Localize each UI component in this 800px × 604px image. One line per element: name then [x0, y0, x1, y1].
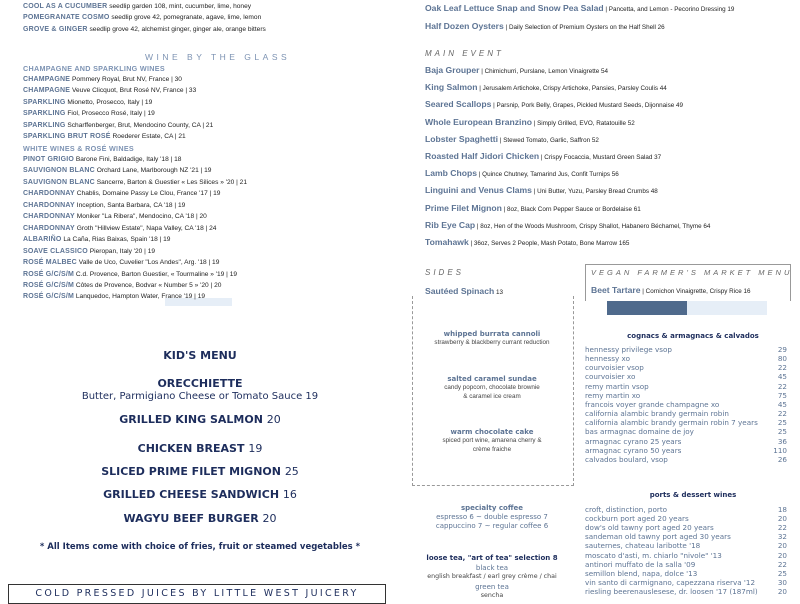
cognacs-price: 45	[777, 372, 787, 382]
kids-menu-title: KID'S MENU	[163, 349, 237, 362]
kids-item-price: 16	[282, 488, 297, 501]
cognacs-row	[585, 409, 787, 418]
juices-banner: COLD PRESSED JUICES BY LITTLE WEST JUICERY	[8, 584, 386, 604]
dessert-desc: candy popcorn, chocolate brownie	[444, 384, 540, 391]
ports-row	[585, 514, 787, 523]
ports-row	[585, 560, 787, 569]
main-dish	[425, 220, 710, 230]
vegan-item-desc: | Cornichon Vinaigrette, Crispy Rice 16	[642, 288, 751, 295]
wine-desc: Barone Fini, Baldadige, Italy '18 | 18	[75, 156, 182, 163]
ports-price: 20	[777, 514, 787, 524]
wine	[23, 271, 237, 278]
cognacs-row	[585, 446, 787, 455]
ports-row	[585, 587, 787, 596]
cognacs-price: 22	[777, 381, 787, 391]
side-item	[425, 286, 503, 296]
wine	[23, 248, 155, 255]
wine	[23, 259, 219, 266]
main-dish-name: Lamb Chops	[425, 168, 478, 179]
cognacs-name: hennessy privilege vsop	[585, 345, 672, 354]
cognacs-row	[585, 363, 787, 372]
wine-desc: Inception, Santa Barbara, CA '18 | 19	[76, 201, 186, 209]
cognacs-price: 22	[777, 363, 787, 373]
wine	[23, 225, 216, 232]
cocktail	[23, 14, 261, 21]
cognacs-price: 45	[777, 399, 787, 409]
cocktail-name: POMEGRANATE COSMO	[23, 14, 110, 22]
main-dish-desc: | 36oz, Serves 2 People, Mash Potato, Bone Marrow 165	[470, 240, 630, 247]
cognacs-row	[585, 418, 787, 427]
wine-name: ROSÉ MALBEC	[23, 259, 77, 267]
cognacs-price: 80	[777, 354, 787, 364]
cognacs-row	[585, 455, 787, 464]
wine-desc: Groth "Hillview Estate", Napa Valley, CA '18 | 24	[76, 224, 217, 232]
kids-item-name: GRILLED KING SALMON	[119, 413, 263, 426]
main-dish-desc: | Chimichurri, Purslane, Lemon Vinaigrette 54	[481, 68, 609, 75]
wine	[23, 282, 221, 289]
wine	[23, 213, 207, 220]
cognacs-name: remy martin xo	[585, 390, 641, 400]
main-dish-name: Prime Filet Mignon	[425, 202, 502, 213]
ports-price: 30	[777, 577, 787, 587]
tea-title: loose tea, "art of tea" selection 8	[426, 554, 558, 562]
wine-desc: Sancerre, Barton & Guestier « Les Silices » '20 | 21	[96, 178, 247, 186]
cognacs-name: francois voyer grande champagne xo	[585, 399, 720, 409]
cognacs-price: 26	[777, 454, 787, 464]
dessert-name: warm chocolate cake	[450, 428, 534, 436]
wine-desc: Côtes de Provence, Bodvar « Number 5 » '20 | 20	[75, 281, 222, 289]
kids-item	[0, 465, 400, 478]
starter-desc: | Daily Selection of Premium Oysters on the Half Shell 26	[505, 23, 665, 31]
main-dish-name: Baja Grouper	[425, 65, 480, 75]
side-name: Sautéed Spinach	[425, 286, 495, 296]
wine	[23, 293, 205, 300]
dessert-desc: spiced port wine, amarena cherry &	[442, 437, 542, 444]
dessert-desc: & caramel ice cream	[463, 393, 521, 400]
main-dish-name: Roasted Half Jidori Chicken	[425, 151, 540, 161]
wine-desc: Pieropan, Italy '20 | 19	[89, 247, 156, 255]
wine	[23, 87, 196, 94]
wine	[23, 202, 185, 209]
decorative-light-bar	[687, 301, 767, 315]
tea-list: sencha	[480, 592, 504, 599]
starter-desc: | Pancetta, and Lemon - Pecorino Dressing 19	[605, 6, 735, 13]
ports-row	[585, 505, 787, 514]
ports-price: 20	[777, 541, 787, 551]
wine-name: ROSÉ G/C/S/M	[23, 293, 75, 301]
cocktail-desc: seedlip garden 108, mint, cucumber, lime, honey	[109, 3, 252, 10]
cognacs-price: 25	[777, 427, 787, 437]
ports-price: 25	[777, 568, 787, 578]
kids-item-name: CHICKEN BREAST	[137, 442, 245, 455]
ports-name: moscato d'asti, m. chiarlo "nivole" '13	[585, 550, 722, 560]
ports-name: cockburn port aged 20 years	[585, 514, 689, 524]
kids-item	[0, 488, 400, 501]
main-dish-name: Rib Eye Cap	[425, 219, 476, 230]
kids-item-price: 19	[248, 442, 263, 455]
wine-desc: Moniker "La Ribera", Mendocino, CA '18 | 20	[76, 213, 207, 221]
wine-desc: Fiol, Prosecco Rosé, Italy | 19	[67, 110, 155, 118]
cocktail	[23, 3, 251, 10]
dessert-name: salted caramel sundae	[447, 375, 537, 383]
main-dish-name: Linguini and Venus Clams	[425, 185, 532, 196]
wine-desc: Roederer Estate, CA | 21	[112, 133, 186, 140]
cognacs-name: california alambic brandy germain robin 7 years	[585, 418, 758, 428]
ports-name: antinori muffato de la salla '09	[585, 559, 696, 569]
wine-section-title: WINE BY THE GLASS	[145, 52, 291, 62]
kids-item	[0, 512, 400, 525]
coffee-line: cappuccino 7 ~ regular coffee 6	[435, 522, 549, 530]
main-dish-desc: | Jerusalem Artichoke, Crispy Artichoke, Pansies, Parsley Coulis 44	[479, 85, 667, 93]
wine-desc: Lanquedoc, Hampton Water, France '19 | 19	[75, 293, 206, 301]
wine	[23, 110, 155, 117]
main-dish-desc: | 8oz, Black Corn Pepper Sauce or Bordelaise 61	[503, 205, 641, 213]
wine-desc: La Caña, Rias Baixas, Spain '18 | 19	[63, 236, 171, 244]
wine	[23, 190, 220, 197]
cocktail-desc: seedlip grove 42, pomegranate, agave, lime, lemon	[111, 14, 262, 22]
cognacs-price: 110	[773, 445, 787, 455]
ports-row	[585, 551, 787, 560]
ports-row	[585, 541, 787, 550]
kids-item-name: SLICED PRIME FILET MIGNON	[101, 465, 281, 478]
cognacs-row	[585, 437, 787, 446]
cognacs-row	[585, 345, 787, 354]
cognacs-row	[585, 372, 787, 381]
cognacs-row	[585, 400, 787, 409]
starter-name: Half Dozen Oysters	[425, 20, 504, 31]
ports-price: 20	[777, 550, 787, 560]
wine	[23, 236, 170, 243]
wine-category: WHITE WINES & ROSÉ WINES	[23, 144, 135, 153]
kids-note: * All Items come with choice of fries, fruit or steamed vegetables *	[39, 542, 361, 552]
main-dish	[425, 134, 599, 144]
main-dish	[425, 151, 661, 161]
wine-desc: Valle de Uco, Cuvelier "Los Andes", Arg. '18 | 19	[78, 259, 220, 267]
wine-desc: Chablis, Domaine Passy Le Clou, France '17 | 19	[76, 190, 221, 198]
wine-category: CHAMPAGNE AND SPARKLING WINES	[23, 64, 165, 73]
kids-item-name: GRILLED CHEESE SANDWICH	[103, 488, 280, 501]
main-dish-desc: | Simply Grilled, EVO, Ratatouille 52	[533, 119, 635, 127]
cognacs-name: armagnac cyrano 50 years	[585, 445, 682, 455]
kids-item-name: WAGYU BEEF BURGER	[123, 512, 259, 525]
wine-name: SAUVIGNON BLANC	[23, 178, 95, 186]
ports-price: 22	[777, 559, 787, 569]
wine-name: ALBARIÑO	[23, 236, 62, 244]
starter-name: Oak Leaf Lettuce Snap and Snow Pea Salad	[425, 3, 604, 13]
main-dish	[425, 237, 629, 247]
vegan-title: VEGAN FARMER'S MARKET MENU	[591, 268, 793, 277]
wine	[23, 99, 152, 106]
tea-list: english breakfast / earl grey crème / chai	[427, 573, 557, 580]
dessert-desc: crème fraiche	[472, 446, 512, 453]
wine-name: CHAMPAGNE	[23, 87, 71, 95]
kids-item-price: 20	[266, 413, 281, 426]
kids-item-price: 25	[284, 465, 299, 478]
ports-row	[585, 578, 787, 587]
cocktail-desc: seedlip grove 42, alchemist ginger, ginger ale, orange bitters	[89, 25, 266, 33]
wine	[23, 167, 211, 174]
cognacs-name: courvoisier vsop	[585, 363, 644, 373]
wine	[23, 133, 186, 140]
main-dish	[425, 203, 641, 213]
main-dish-desc: | 8oz, Hen of the Woods Mushroom, Crispy Shallot, Habanero Béchamel, Thyme 64	[476, 222, 711, 230]
wine	[23, 179, 247, 186]
main-dish-name: Seared Scallops	[425, 99, 492, 110]
cognacs-price: 29	[777, 345, 787, 354]
tea-category: black tea	[475, 564, 509, 572]
cognacs-name: calvados boulard, vsop	[585, 454, 668, 464]
cognacs-name: hennessy xo	[585, 354, 630, 364]
wine-name: CHARDONNAY	[23, 224, 75, 232]
wine	[23, 122, 213, 129]
wine-name: CHARDONNAY	[23, 213, 75, 221]
main-dish-desc: | Stewed Tomato, Garlic, Saffron 52	[499, 136, 599, 144]
main-dish-name: King Salmon	[425, 82, 478, 93]
main-dish-name: Lobster Spaghetti	[425, 133, 499, 144]
wine	[23, 76, 182, 83]
cognacs-price: 36	[777, 436, 787, 446]
ports-name: sandeman old tawny port aged 30 years	[585, 532, 731, 542]
wine	[23, 156, 181, 163]
starter	[425, 3, 734, 13]
coffee-line: espresso 6 ~ double espresso 7	[436, 513, 548, 521]
ports-name: riesling beerenauslesese, dr. loosen '17 (187ml)	[585, 586, 758, 596]
cognacs-name: remy martin vsop	[585, 381, 649, 391]
coffee-title: specialty coffee	[460, 504, 524, 512]
cognacs-row	[585, 382, 787, 391]
cognacs-name: armagnac cyrano 25 years	[585, 436, 682, 446]
kids-item-price: 20	[262, 512, 277, 525]
dessert-name: whipped burrata cannoli	[443, 330, 541, 338]
ports-name: semillon blend, napa, dolce '13	[585, 568, 698, 578]
main-dish-desc: | Parsnip, Pork Belly, Grapes, Pickled Mustard Seeds, Dijonnaise 49	[493, 102, 683, 110]
ports-price: 22	[777, 523, 787, 533]
wine-desc: Pommery Royal, Brut NV, France | 30	[72, 76, 182, 83]
ports-title: ports & dessert wines	[649, 491, 737, 499]
ports-price: 20	[777, 586, 787, 596]
wine-name: SPARKLING BRUT ROSÉ	[23, 133, 111, 140]
main-dish	[425, 82, 667, 92]
wine-name: CHAMPAGNE	[23, 76, 71, 83]
cognacs-price: 22	[777, 409, 787, 419]
side-price: 13	[496, 289, 504, 296]
main-dish-name: Tomahawk	[425, 237, 469, 247]
cocktail	[23, 26, 266, 33]
main-dish-desc: | Crispy Focaccia, Mustard Green Salad 37	[540, 154, 662, 161]
ports-price: 32	[777, 532, 787, 542]
starter	[425, 21, 665, 31]
wine-desc: Veuve Clicquot, Brut Rosé NV, France | 33	[72, 87, 197, 95]
main-dish	[425, 168, 619, 178]
ports-row	[585, 523, 787, 532]
dessert-box	[412, 296, 574, 486]
cognacs-price: 75	[777, 390, 787, 400]
main-dish-name: Whole European Branzino	[425, 116, 532, 127]
section-title-sides: SIDES	[425, 268, 465, 277]
decorative-dark-bar	[607, 301, 687, 315]
cognacs-name: bas armagnac domaine de joy	[585, 427, 694, 437]
dessert-desc: strawberry & blackberry currant reduction	[434, 339, 550, 346]
cocktail-name: COOL AS A CUCUMBER	[23, 3, 108, 10]
cognacs-name: california alambic brandy germain robin	[585, 409, 729, 419]
main-dish-desc: | Quince Chutney, Tamarind Jus, Confit Turnips 56	[478, 171, 619, 179]
wine-desc: Orchard Lane, Marlborough NZ '21 | 19	[96, 167, 212, 175]
wine-desc: Scharffenberger, Brut, Mendocino County, CA | 21	[67, 121, 214, 129]
wine-desc: Mionetto, Prosecco, Italy | 19	[67, 98, 153, 106]
vegan-item-name: Beet Tartare	[591, 285, 641, 295]
main-dish	[425, 65, 608, 75]
kids-item-name: ORECCHIETTE	[157, 377, 243, 390]
ports-name: sauternes, chateau laribotte '18	[585, 541, 701, 551]
wine-name: ROSÉ G/C/S/M	[23, 270, 75, 278]
wine-name: ROSÉ G/C/S/M	[23, 281, 75, 289]
cognacs-row	[585, 354, 787, 363]
ports-row	[585, 532, 787, 541]
cognac-title: cognacs & armagnacs & calvados	[627, 332, 759, 340]
kids-item	[0, 442, 400, 455]
wine-name: SPARKLING	[23, 98, 66, 106]
cognacs-price: 25	[777, 418, 787, 428]
cocktail-name: GROVE & GINGER	[23, 25, 88, 33]
cognacs-name: courvoisier xo	[585, 372, 636, 382]
main-dish	[425, 185, 658, 195]
wine-name: SAUVIGNON BLANC	[23, 167, 95, 175]
wine-name: PINOT GRIGIO	[23, 156, 75, 163]
ports-name: croft, distinction, porto	[585, 505, 668, 514]
wine-name: CHARDONNAY	[23, 190, 75, 198]
ports-price: 18	[777, 505, 787, 514]
main-dish-desc: | Uni Butter, Yuzu, Parsley Bread Crumbs 48	[533, 188, 658, 196]
wine-name: SPARKLING	[23, 110, 66, 118]
wine-name: SOAVE CLASSICO	[23, 247, 88, 255]
wine-desc: C.d. Provence, Barton Guestier, « Tourmaline » '19 | 19	[75, 270, 238, 278]
main-dish	[425, 117, 635, 127]
wine-name: SPARKLING	[23, 121, 66, 129]
kids-item	[0, 413, 400, 426]
ports-row	[585, 569, 787, 578]
cognacs-row	[585, 391, 787, 400]
wine-name: CHARDONNAY	[23, 201, 75, 209]
kids-item-desc: Butter, Parmigiano Cheese or Tomato Sauce 19	[81, 391, 319, 402]
tea-category: green tea	[475, 583, 509, 591]
main-dish	[425, 99, 683, 109]
ports-name: dow's old tawny port aged 20 years	[585, 523, 714, 533]
ports-name: vin santo di carmignano, capezzana riserva '12	[585, 577, 756, 587]
section-title-main: MAIN EVENT	[425, 49, 504, 58]
cognacs-row	[585, 427, 787, 436]
